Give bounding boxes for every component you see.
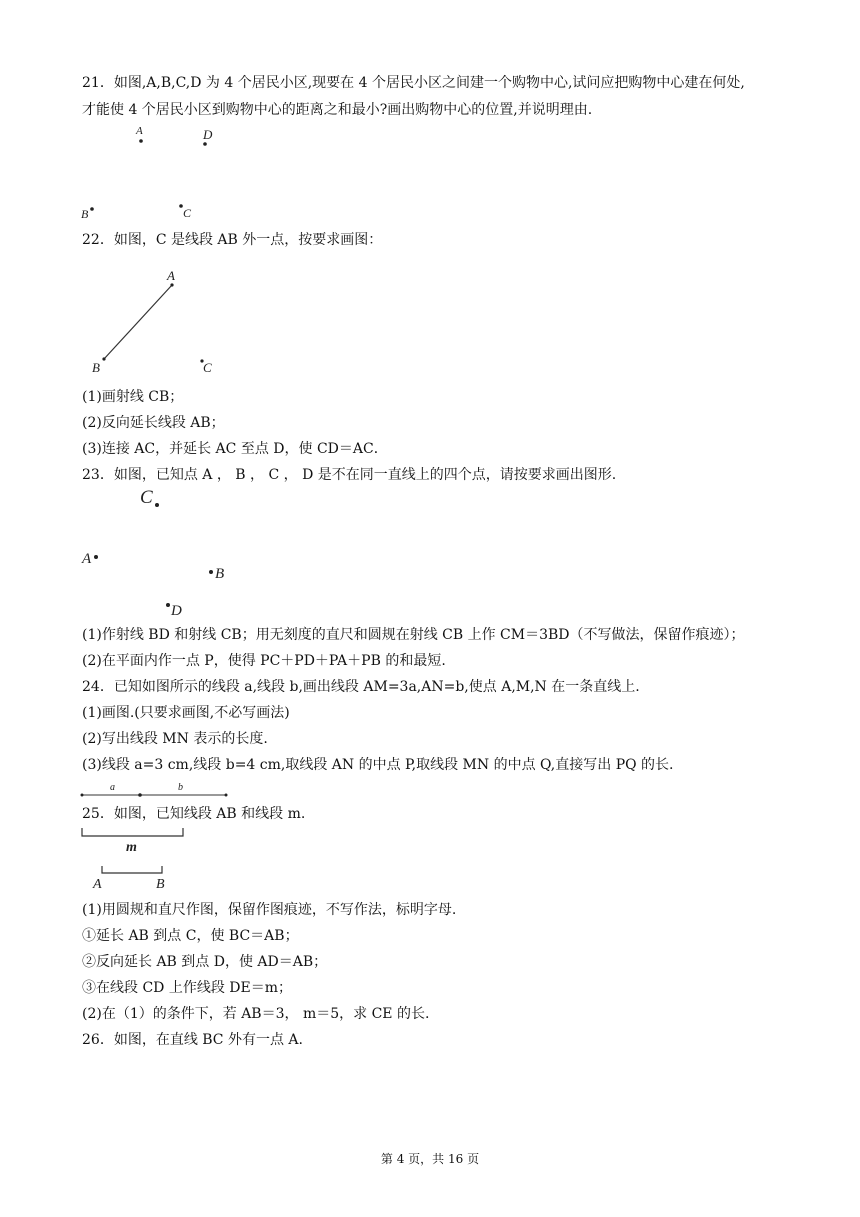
q23-label-a: A bbox=[82, 551, 92, 567]
q24-point-end bbox=[225, 794, 228, 797]
q25-item-3: ②反向延长 AB 到点 D，使 AD＝AB； bbox=[82, 954, 328, 970]
q23-point-b bbox=[209, 570, 213, 574]
q21-label-d: D bbox=[203, 127, 213, 142]
q21-label-c: C bbox=[183, 206, 192, 220]
q23-item-2: (2)在平面内作一点 P，使得 PC＋PD＋PA＋PB 的和最短. bbox=[82, 653, 446, 669]
q23-item-1: (1)作射线 BD 和射线 CB；用无刻度的直尺和圆规在射线 CB 上作 CM＝3BD（不写做法，保留作痕迹）； bbox=[82, 627, 745, 643]
q23-stem: 23．如图，已知点 A ， B ， C ， D 是不在同一直线上的四个点，请按要求画出图形. bbox=[82, 467, 617, 483]
q24-label-b: b bbox=[178, 782, 183, 793]
q22-item-1: (1)画射线 CB； bbox=[82, 389, 184, 405]
page-footer: 第 4 页，共 16 页 bbox=[380, 1152, 480, 1166]
q25-label-a: A bbox=[93, 877, 102, 892]
q22-item-2: (2)反向延长线段 AB； bbox=[82, 415, 225, 431]
q25-item-5: (2)在（1）的条件下，若 AB＝3， m＝5，求 CE 的长. bbox=[82, 1006, 430, 1022]
q22-point-a bbox=[170, 283, 173, 286]
q23-point-c bbox=[155, 503, 159, 507]
q23-label-c: C bbox=[140, 487, 153, 508]
q25-item-4: ③在线段 CD 上作线段 DE＝m； bbox=[82, 980, 293, 996]
q25-label-m: m bbox=[126, 840, 137, 855]
q23-label-b: B bbox=[215, 566, 225, 582]
q23-label-d: D bbox=[171, 603, 182, 619]
q24-point-mid bbox=[138, 793, 142, 797]
q22-item-3: (3)连接 AC，并延长 AC 至点 D，使 CD＝AC． bbox=[82, 441, 388, 457]
q25-item-2: ①延长 AB 到点 C，使 BC＝AB； bbox=[82, 928, 299, 944]
q22-label-a: A bbox=[167, 268, 175, 283]
q25-item-1: (1)用圆规和直尺作图，保留作图痕迹，不写作法，标明字母. bbox=[82, 902, 457, 918]
q25-segment-m bbox=[82, 828, 183, 836]
q24-point-start bbox=[81, 794, 84, 797]
q25-stem: 25．如图，已知线段 AB 和线段 m. bbox=[82, 806, 306, 822]
q21-point-b bbox=[90, 207, 94, 211]
q23-point-d bbox=[166, 603, 170, 607]
q24-item-2: (2)写出线段 MN 表示的长度. bbox=[82, 731, 268, 747]
q22-label-b: B bbox=[92, 360, 100, 375]
q25-label-b: B bbox=[156, 877, 165, 892]
q24-item-1: (1)画图.(只要求画图,不必写画法) bbox=[82, 705, 290, 721]
q21-label-a: A bbox=[136, 125, 143, 137]
q26-stem: 26．如图，在直线 BC 外有一点 A. bbox=[82, 1032, 303, 1048]
q21-point-a bbox=[139, 139, 143, 143]
q24-item-3: (3)线段 a=3 cm,线段 b=4 cm,取线段 AN 的中点 P,取线段 MN 的中点 Q,直接写出 PQ 的长. bbox=[82, 757, 674, 773]
q22-stem: 22．如图，C 是线段 AB 外一点，按要求画图： bbox=[82, 232, 383, 248]
q24-stem: 24．已知如图所示的线段 a,线段 b,画出线段 AM=3a,AN=b,使点 A,M,N 在一条直线上. bbox=[82, 679, 640, 695]
q22-label-c: C bbox=[203, 360, 212, 375]
q22-figure bbox=[92, 268, 212, 375]
q21-label-b: B bbox=[81, 207, 89, 221]
q25-segment-ab bbox=[102, 866, 162, 873]
q21-line-1: 21．如图,A,B,C,D 为 4 个居民小区,现要在 4 个居民小区之间建一个购物中心,试问应把购物中心建在何处, bbox=[82, 75, 745, 91]
q22-segment-ab bbox=[104, 285, 172, 359]
q21-figure bbox=[81, 125, 213, 221]
q22-point-b bbox=[102, 357, 105, 360]
q23-point-a bbox=[94, 555, 98, 559]
q24-label-a: a bbox=[110, 782, 115, 793]
q24-figure bbox=[81, 782, 228, 797]
q21-line-2: 才能使 4 个居民小区到购物中心的距离之和最小?画出购物中心的位置,并说明理由. bbox=[82, 102, 593, 118]
q23-figure bbox=[81, 487, 224, 619]
q21-point-d bbox=[203, 142, 207, 146]
q25-figure bbox=[82, 828, 183, 892]
